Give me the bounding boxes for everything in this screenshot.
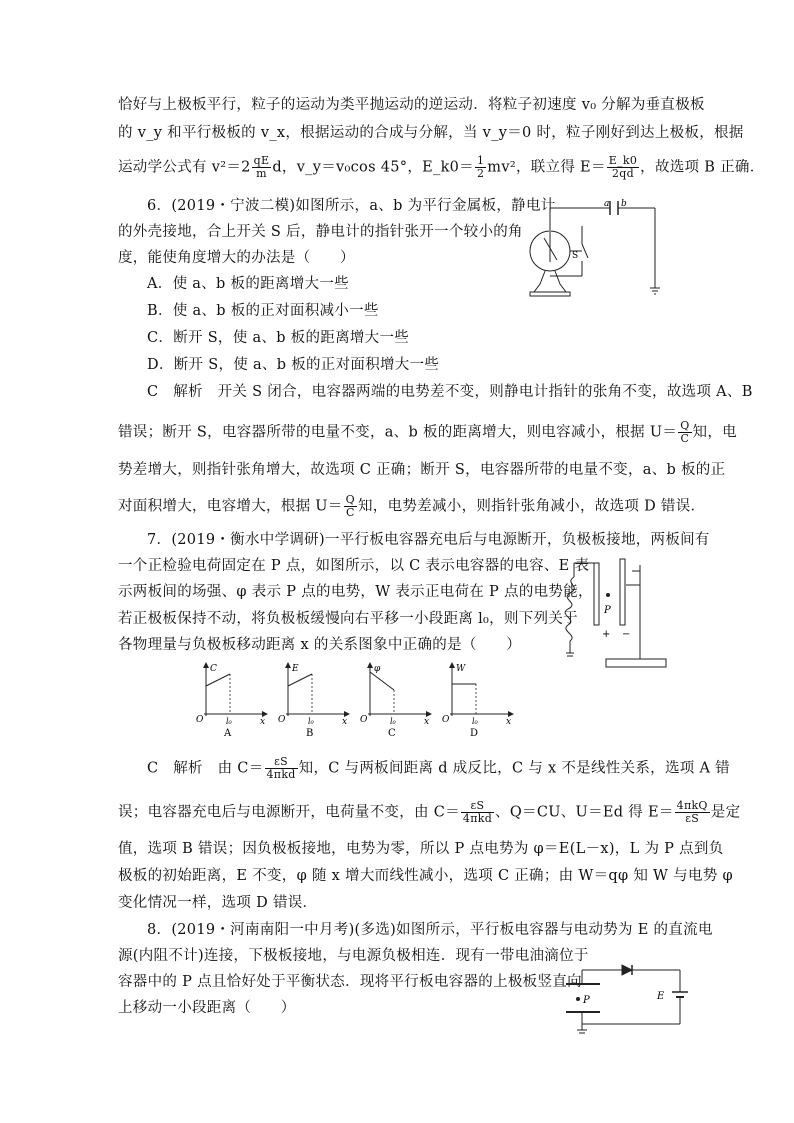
graph-option-label: A	[224, 728, 232, 738]
origin-label: O	[360, 715, 368, 725]
fraction-half	[475, 155, 486, 180]
p5-line-2: 的 v_y 和平行极板的 v_x，根据运动的合成与分解，当 v_y＝0 时，粒子刚好到达上极板，根据	[118, 125, 744, 141]
q7-line-5: 各物理量与负极板移动距离 x 的关系图象中正确的是（ ）	[118, 637, 522, 653]
q7-line-3: 示两板间的场强、φ 表示 P 点的电势，W 表示正电荷在 P 点的电势能，	[118, 584, 593, 600]
p5-line-3-b: d，v_y＝v₀cos 45°，E_k0＝	[272, 159, 474, 176]
frac-num: E_k0	[608, 154, 638, 167]
frac-den: 2qd	[611, 167, 634, 180]
frac-num: Q	[345, 493, 355, 506]
y-axis-arrow	[285, 662, 291, 668]
oil-drop-dot	[576, 997, 580, 1001]
frac-den: 4πkd	[462, 812, 493, 825]
q7-line-2: 一个正检验电荷固定在 P 点，如图所示，以 C 表示电容器的电容、E 表	[118, 558, 590, 574]
q6-answer-4-a: 对面积增大，电容增大，根据 U＝	[118, 498, 343, 515]
q6-answer-2-b: 知，电	[692, 424, 737, 441]
fraction-q-c	[678, 420, 691, 445]
q7-answer-2	[118, 800, 740, 825]
graph-b	[272, 660, 352, 738]
fraction-q-c	[344, 494, 357, 519]
l0-tick-label: l₀	[226, 717, 232, 726]
plate-a-label: a	[604, 199, 610, 209]
q8-line-1: 8．(2019・河南南阳一中月考)(多选)如图所示，平行板电容器与电动势为 E 的直流电	[147, 922, 713, 938]
frac-num: 1	[476, 154, 485, 167]
q6-answer-4	[118, 494, 705, 519]
graph-option-label: C	[388, 728, 396, 738]
graph-curve	[288, 674, 312, 686]
graph-curve	[370, 672, 394, 690]
q6-answer-2-a: 错误；断开 S，电容器所带的电量不变，a、b 板的距离增大，则电容减小，根据 U＝	[118, 424, 678, 441]
q6-answer-4-b: 知，电势差减小，则指针张角减小，故选项 D 错误．	[357, 498, 706, 515]
q6-option-d: D．断开 S，使 a、b 板的正对面积增大一些	[147, 357, 440, 373]
l0-tick-label: l₀	[390, 717, 396, 726]
plate-b-label: b	[621, 199, 627, 209]
q8-line-2: 源(内阻不计)连接，下极板接地，与电源负极相连．现有一带电油滴位于	[118, 948, 589, 964]
test-charge-dot	[606, 593, 610, 597]
q7-answer-1-a: C 解析 由 C＝	[147, 760, 264, 777]
graph-c	[354, 660, 434, 738]
fraction-ek0-2qd	[607, 155, 639, 180]
plus-label: +	[602, 629, 611, 640]
q8-line-4: 上移动一小段距离（ ）	[118, 1000, 296, 1016]
q7-answer-2-b: 、Q＝CU、U＝Ed 得 E＝	[495, 804, 674, 821]
graph-option-label: D	[470, 728, 479, 738]
q6-line-2: 的外壳接地，合上开关 S 后，静电计的指针张开一个较小的角	[118, 224, 523, 240]
y-axis-label: W	[456, 664, 466, 674]
q7-answer-1-b: 知，C 与两板间距离 d 成反比，C 与 x 不是线性关系，选项 A 错	[298, 760, 730, 777]
x-axis-label: x	[342, 717, 348, 727]
y-axis-arrow	[367, 662, 373, 668]
frac-num: 4πkQ	[676, 799, 708, 812]
p5-line-3	[118, 155, 765, 180]
q7-answer-2-a: 误；电容器充电后与电源断开，电荷量不变，由 C＝	[118, 804, 460, 821]
y-axis-label: C	[210, 664, 217, 674]
frac-num: Q	[680, 419, 690, 432]
frac-num: εS	[461, 800, 494, 813]
q7-answer-5: 变化情况一样，选项 D 错误．	[118, 895, 318, 911]
y-axis-label: φ	[374, 664, 381, 674]
q6-line-1: 6．(2019・宁波二模)如图所示，a、b 为平行金属板，静电计	[147, 198, 556, 214]
origin-label: O	[442, 715, 450, 725]
origin-label: O	[196, 715, 204, 725]
fraction-qe-m	[252, 155, 272, 180]
y-axis-label: E	[292, 664, 299, 674]
frac-num: εS	[265, 756, 298, 769]
x-axis-label: x	[424, 717, 430, 727]
q6-line-3: 度，能使角度增大的办法是（ ）	[118, 250, 355, 266]
q6-option-b: B．使 a、b 板的正对面积减小一些	[147, 303, 379, 319]
y-axis-arrow	[203, 662, 209, 668]
switch-s-label: S	[572, 251, 579, 261]
q7-answer-2-c: 是定	[710, 804, 741, 821]
l0-tick-label: l₀	[472, 717, 478, 726]
fraction-es-4pikd	[265, 756, 298, 781]
q7-line-4: 若正极板保持不动，将负极板缓慢向右平移一小段距离 l₀，则下列关于	[118, 611, 578, 627]
p5-line-3-a: 运动学公式有 v²＝2	[118, 159, 251, 176]
fraction-4pikq-es	[675, 800, 710, 825]
graph-a	[190, 660, 270, 738]
frac-den: εS	[685, 812, 700, 825]
q8-line-3: 容器中的 P 点且恰好处于平衡状态．现将平行板电容器的上极板竖直向	[118, 974, 582, 990]
q6-option-c: C．断开 S，使 a、b 板的距离增大一些	[147, 330, 410, 346]
graph-curve	[206, 674, 230, 686]
graph-option-label: B	[306, 728, 314, 738]
capacitor-stand-figure	[560, 555, 670, 673]
frac-den: m	[256, 167, 267, 180]
q7-answer-4: 极板的初始距离，E 不变，φ 随 x 增大而线性减小，选项 C 正确；由 W＝qφ 知 W 与电势 φ	[118, 868, 733, 884]
q6-option-a: A．使 a、b 板的距离增大一些	[147, 276, 349, 292]
q7-answer-3: 值，选项 B 错误；因负极板接地，电势为零，所以 P 点电势为 φ＝E(L－x)，L 为 P 点到负	[118, 841, 724, 857]
q6-answer-1: C 解析 开关 S 闭合，电容器两端的电势差不变，则静电计指针的张角不变，故选项 A、B	[147, 384, 753, 400]
electrometer-figure	[520, 196, 670, 300]
frac-den: 2	[476, 167, 485, 180]
frac-den: 4πkd	[266, 768, 296, 781]
frac-den: C	[680, 432, 690, 445]
p5-line-1: 恰好与上极板平行，粒子的运动为类平抛运动的逆运动．将粒子初速度 v₀ 分解为垂直极板	[118, 97, 705, 113]
emf-e-label: E	[657, 991, 665, 1002]
y-axis-arrow	[449, 662, 455, 668]
x-axis-label: x	[260, 717, 266, 727]
l0-tick-label: l₀	[308, 717, 314, 726]
p-label: P	[604, 605, 611, 616]
q7-line-1: 7．(2019・衡水中学调研)一平行板电容器充电后与电源断开，负极板接地，两板间有	[147, 532, 710, 548]
capacitor-circuit-figure	[560, 964, 688, 1036]
frac-den: C	[345, 506, 355, 519]
p-point-label: P	[583, 995, 590, 1006]
minus-label: −	[622, 629, 631, 640]
origin-label: O	[278, 715, 286, 725]
p5-line-3-d: ，故选项 B 正确．	[640, 159, 765, 176]
graph-d	[436, 660, 516, 738]
frac-num: qE	[253, 154, 270, 167]
p5-line-3-c: mv²，联立得 E＝	[487, 159, 606, 176]
q6-answer-2	[118, 420, 737, 445]
q7-answer-1	[147, 756, 730, 781]
q6-answer-3: 势差增大，则指针张角增大，故选项 C 正确；断开 S，电容器所带的电量不变，a、b 板的正	[118, 462, 726, 478]
fraction-es-4pikd	[461, 800, 494, 825]
x-axis-label: x	[506, 717, 512, 727]
